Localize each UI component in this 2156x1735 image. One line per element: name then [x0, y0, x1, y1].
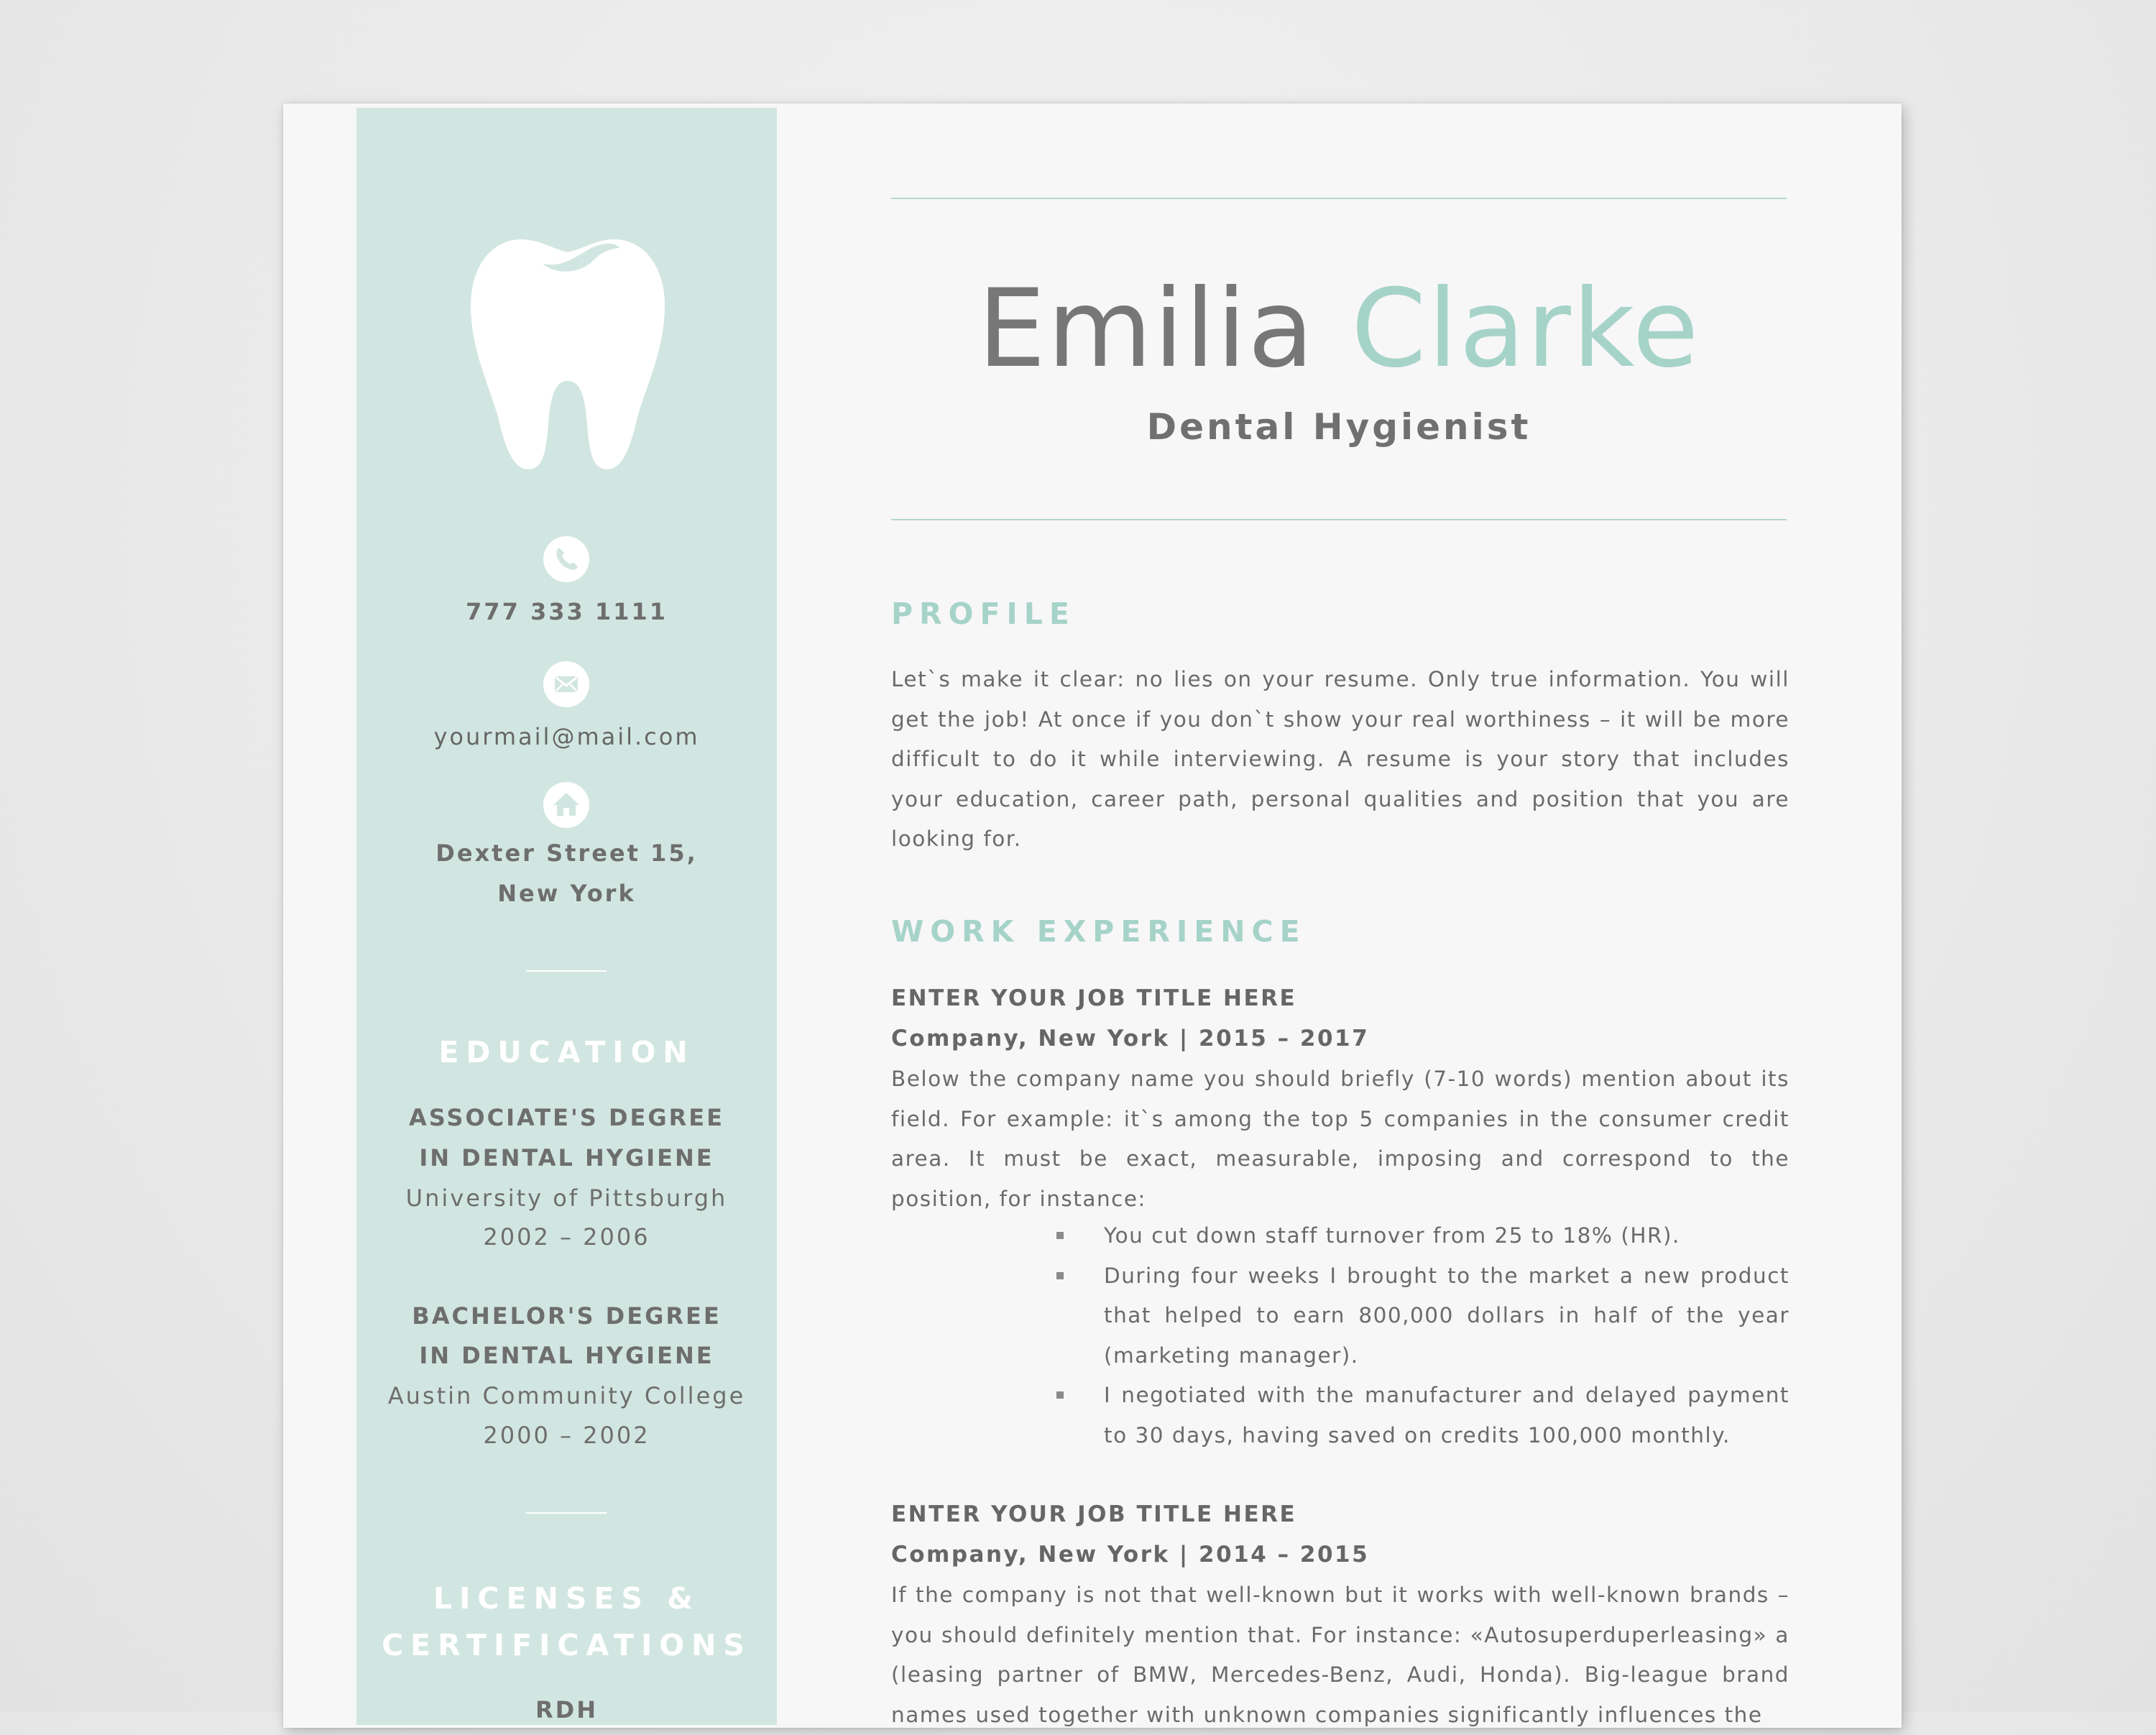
job-1-description: Below the company name you should briefly (7-10 words) mention about its field. For example: it`s among the top 5 companies in the consumer credit area. It must be exact, measurable, imposing and correspond to the position, for instance: [891, 1067, 1789, 1211]
tooth-icon [471, 234, 665, 471]
job-1-title: ENTER YOUR JOB TITLE HERE [891, 985, 1297, 1011]
degree-2-line-1: BACHELOR'S DEGREE [412, 1302, 722, 1330]
job-1-company: Company, New York | 2015 – 2017 [891, 1026, 1370, 1051]
sidebar-divider [526, 1512, 607, 1514]
email-address[interactable]: yourmail@mail.com [433, 723, 700, 750]
job-2-company: Company, New York | 2014 – 2015 [891, 1542, 1370, 1568]
licenses-heading-line-2: CERTIFICATIONS [382, 1628, 752, 1662]
phone-number[interactable]: 777 333 1111 [466, 598, 668, 625]
address-line-2: New York [497, 880, 636, 907]
job-2-description: If the company is not that well-known but it works with well-known brands – you should definitely mention that. For instance: «Autosuperduperleasing» a (leasing partner of BMW, Mercedes-Benz, Audi, Honda). Big-league brand names used together with unknown companies significantly influences the [891, 1583, 1789, 1727]
degree-2-line-2: IN DENTAL HYGIENE [419, 1342, 714, 1369]
licenses-heading-line-1: LICENSES & [433, 1581, 700, 1616]
header-rule-top [891, 198, 1787, 199]
list-item: During four weeks I brought to the market a new product that helped to earn 800,000 dollars in half of the year (marketing manager). [1056, 1256, 1789, 1376]
degree-1-years: 2002 – 2006 [483, 1223, 650, 1251]
license-item: RDH [535, 1696, 598, 1724]
job-2-title: ENTER YOUR JOB TITLE HERE [891, 1501, 1297, 1527]
degree-1-line-2: IN DENTAL HYGIENE [419, 1144, 714, 1172]
mail-icon [543, 661, 589, 707]
profile-heading: PROFILE [891, 597, 1076, 631]
header-rule-bottom [891, 519, 1787, 520]
job-title: Dental Hygienist [1146, 406, 1531, 448]
profile-text: Let`s make it clear: no lies on your resume. Only true information. You will get the job! At once if you don`t show your real worthiness – it will be more difficult to do it while interviewing. A resume is your story that includes your education, career path, personal qualities and position that you are looking for. [891, 667, 1789, 851]
home-icon [543, 782, 589, 828]
last-name: Clarke [1350, 267, 1700, 392]
address-line-1: Dexter Street 15, [436, 839, 698, 867]
degree-1-school: University of Pittsburgh [405, 1184, 728, 1212]
phone-icon [543, 536, 589, 582]
list-item: You cut down staff turnover from 25 to 18% (HR). [1056, 1216, 1789, 1256]
degree-2-school: Austin Community College [387, 1382, 746, 1409]
full-name [891, 264, 1787, 394]
first-name: Emilia [977, 267, 1316, 392]
education-heading: EDUCATION [438, 1035, 695, 1069]
work-heading: WORK EXPERIENCE [891, 914, 1307, 949]
sidebar-divider [526, 970, 607, 972]
job-1-achievements [1056, 1216, 1789, 1455]
list-item: I negotiated with the manufacturer and delayed payment to 30 days, having saved on credits 100,000 monthly. [1056, 1376, 1789, 1455]
degree-1-line-1: ASSOCIATE'S DEGREE [408, 1104, 724, 1131]
degree-2-years: 2000 – 2002 [483, 1422, 650, 1449]
